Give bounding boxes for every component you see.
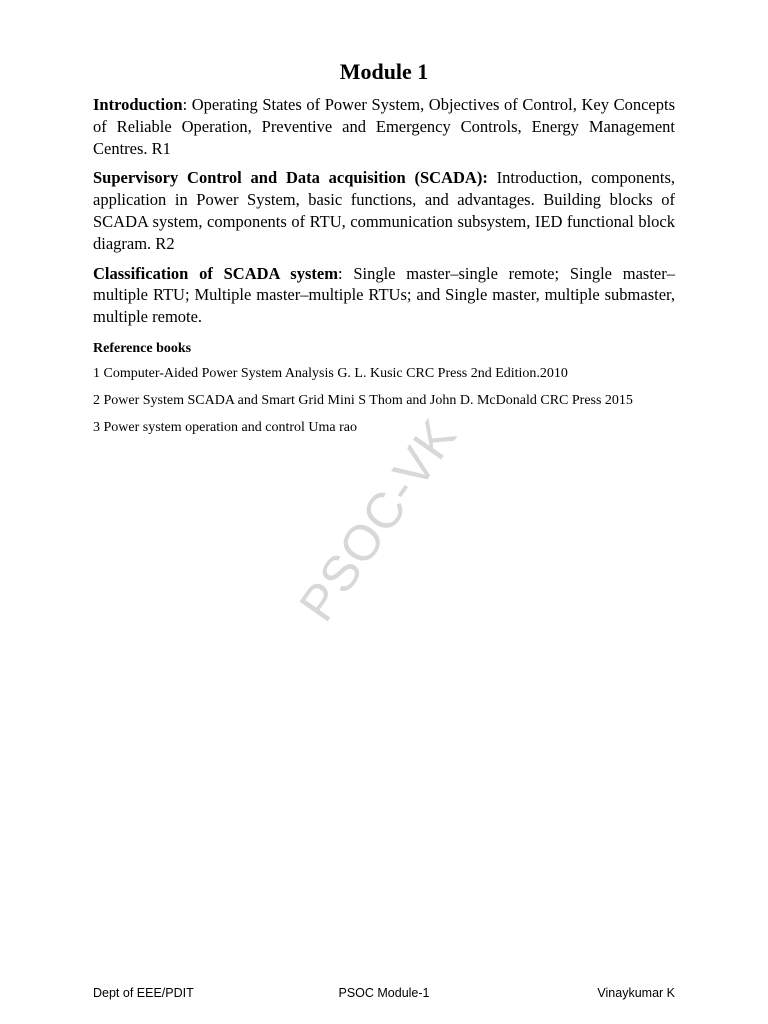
section-lead: Introduction xyxy=(93,95,183,114)
watermark: PSOC-VK xyxy=(288,408,468,632)
reference-item: 1 Computer-Aided Power System Analysis G. L. Kusic CRC Press 2nd Edition.2010 xyxy=(93,365,568,381)
section-text: : Operating States of Power System, Objectives of Control, Key Concepts of Reliable Operation, Preventive and Emergency Controls, Energy Management Centres. R1 xyxy=(93,95,675,158)
references-heading: Reference books xyxy=(93,340,192,356)
page-title: Module 1 xyxy=(339,59,429,84)
reference-item: 3 Power system operation and control Uma rao xyxy=(93,419,357,435)
section-classification xyxy=(93,263,675,328)
reference-item: 2 Power System SCADA and Smart Grid Mini S Thom and John D. McDonald CRC Press 2015 xyxy=(93,392,633,408)
section-introduction xyxy=(93,94,675,159)
footer-center: PSOC Module-1 xyxy=(338,986,430,1000)
section-lead: Classification of SCADA system xyxy=(93,263,338,283)
section-scada xyxy=(93,167,675,254)
document-body xyxy=(93,94,675,446)
page-footer xyxy=(93,984,675,1002)
footer-left: Dept of EEE/PDIT xyxy=(93,986,194,1000)
footer-right: Vinaykumar K xyxy=(597,986,675,1000)
section-text: : Single master–single remote; Single master–multiple RTU; Multiple master–multiple RTUs; and Single master, multiple submaster, multiple remote. xyxy=(93,263,675,327)
section-text: Introduction, components, application in Power System, basic functions, and advantages. Building blocks of SCADA system, components of RTU, communication subsystem, IED functional block diagram. R2 xyxy=(93,168,675,253)
section-lead: Supervisory Control and Data acquisition (SCADA): xyxy=(93,168,488,188)
